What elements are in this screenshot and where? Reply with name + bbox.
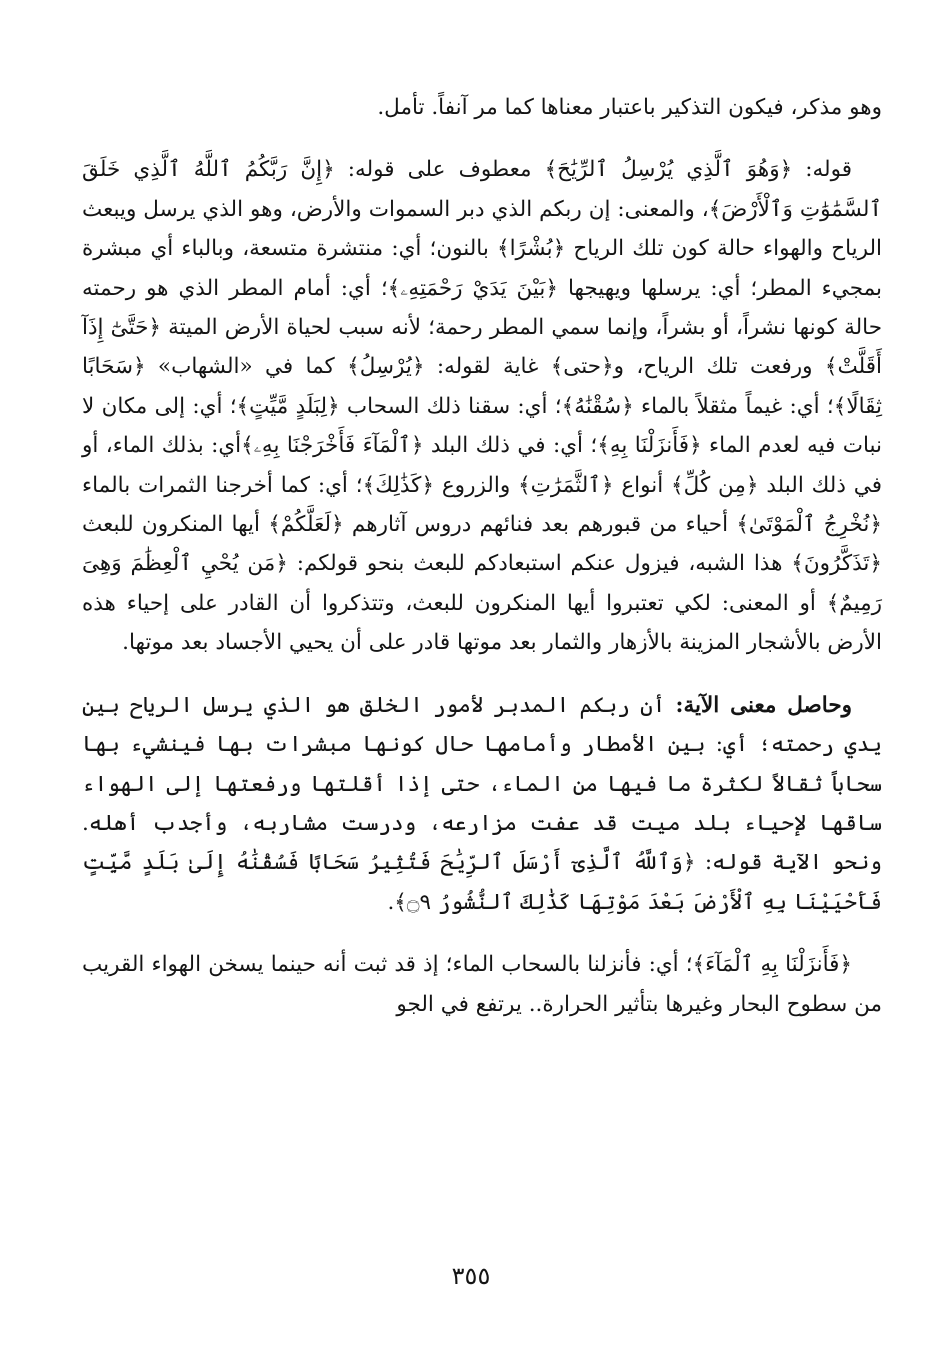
- tafsir-paragraph: قوله: ﴿وَهُوَ ٱلَّذِي يُرْسِلُ ٱلرِّيَٰحَ﴾ معطوف على قوله: ﴿إِنَّ رَبَّكُمُ ٱللَّهُ ٱلَّذِي خَلَقَ ٱلسَّمَٰوَٰتِ وَٱلْأَرْضَ﴾، والمعنى: إن ربكم الذي دبر السموات والأرض، وهو الذي يرسل ويبعث الرياح والهواء حالة كون تلك الرياح ﴿بُشْرًا﴾ بالنون؛ أي: منتشرة متسعة، وبالباء أي مبشرة بمجيء المطر؛ أي: يرسلها ويهيجها ﴿بَيْنَ يَدَيْ رَحْمَتِهِۦ﴾؛ أي: أمام المطر الذي هو رحمته حالة كونها نشراً، أو بشراً، وإنما سمي المطر رحمة؛ لأنه سبب لحياة الأرض الميتة ﴿حَتَّىٰٓ إِذَآ أَقَلَّتْ﴾ ورفعت تلك الرياح، و﴿حتى﴾ غاية لقوله: ﴿يُرْسِلُ﴾ كما في «الشهاب» ﴿سَحَابًا ثِقَالًا﴾؛ أي: غيماً مثقلاً بالماء ﴿سُقْنَٰهُ﴾؛ أي: سقنا ذلك السحاب ﴿لِبَلَدٍ مَّيِّتٍ﴾؛ أي: إلى مكان لا نبات فيه لعدم الماء ﴿فَأَنزَلْنَا بِهِ﴾؛ أي: في ذلك البلد ﴿ٱلْمَآءَ فَأَخْرَجْنَا بِهِۦ﴾أي: بذلك الماء، أو في ذلك البلد ﴿مِن كُلِّ﴾ أنواع ﴿ٱلثَّمَرَٰتِ﴾ والزروع ﴿كَذَٰلِكَ﴾؛ أي: كما أخرجنا الثمرات بالماء ﴿نُخْرِجُ ٱلْمَوْتَىٰ﴾ أحياء من قبورهم بعد فنائهم دروس آثارهم ﴿لَعَلَّكُمْ﴾ أيها المنكرون للبعث ﴿تَذَكَّرُونَ﴾ هذا الشبه، فيزول عنكم استبعادكم للبعث بنحو قولكم: ﴿مَن يُحْيِ ٱلْعِظَٰمَ وَهِىَ رَمِيمٌ﴾ أو المعنى: لكي تعتبروا أيها المنكرون للبعث، وتتذكروا أن القادر على إحياء هذه الأرض بالأشجار المزينة بالأزهار والثمار بعد موتها قادر على أن يحيي الأجساد بعد موتها.: [82, 157, 882, 656]
- page-body: [82, 88, 882, 1024]
- summary-text: أن ربكم المدبر لأمور الخلق هو الذي يرسل الرياح بين يدي رحمته؛ أي: بين الأمطار وأمامها حال كونها مبشرات بها فينشيء بها سحاباً ثقالاً لكثرة ما فيها من الماء، حتى إذا أقلتها ورفعتها إلى الهواء ساقها لإحياء بلد ميت قد عفت مزارعه، ودرست مشاربه، وأجدب أهله. ونحو الآية قوله: ﴿وَٱللَّهُ ٱلَّذِىٓ أَرْسَلَ ٱلرِّيَٰحَ فَتُثِيرُ سَحَابًا فَسُقْنَٰهُ إِلَىٰ بَلَدٍ مَّيِّتٍ فَأَحْيَيْنَا بِهِ ٱلْأَرْضَ بَعْدَ مَوْتِهَا كَذَٰلِكَ ٱلنُّشُورُ ۝٩﴾.: [82, 692, 882, 915]
- closing-paragraph: ﴿فَأَنزَلْنَا بِهِ ٱلْمَآءَ﴾؛ أي: فأنزلنا بالسحاب الماء؛ إذ قد ثبت أنه حينما يسخن الهواء القريب من سطوح البحار وغيرها بتأثير الحرارة.. يرتفع في الجو: [82, 952, 882, 1017]
- intro-paragraph: وهو مذكر، فيكون التذكير باعتبار معناها كما مر آنفاً. تأمل.: [377, 95, 882, 120]
- page-number: ٣٥٥: [451, 1262, 491, 1290]
- summary-label: وحاصل معنى الآية:: [675, 692, 852, 718]
- summary-paragraph: [82, 686, 882, 922]
